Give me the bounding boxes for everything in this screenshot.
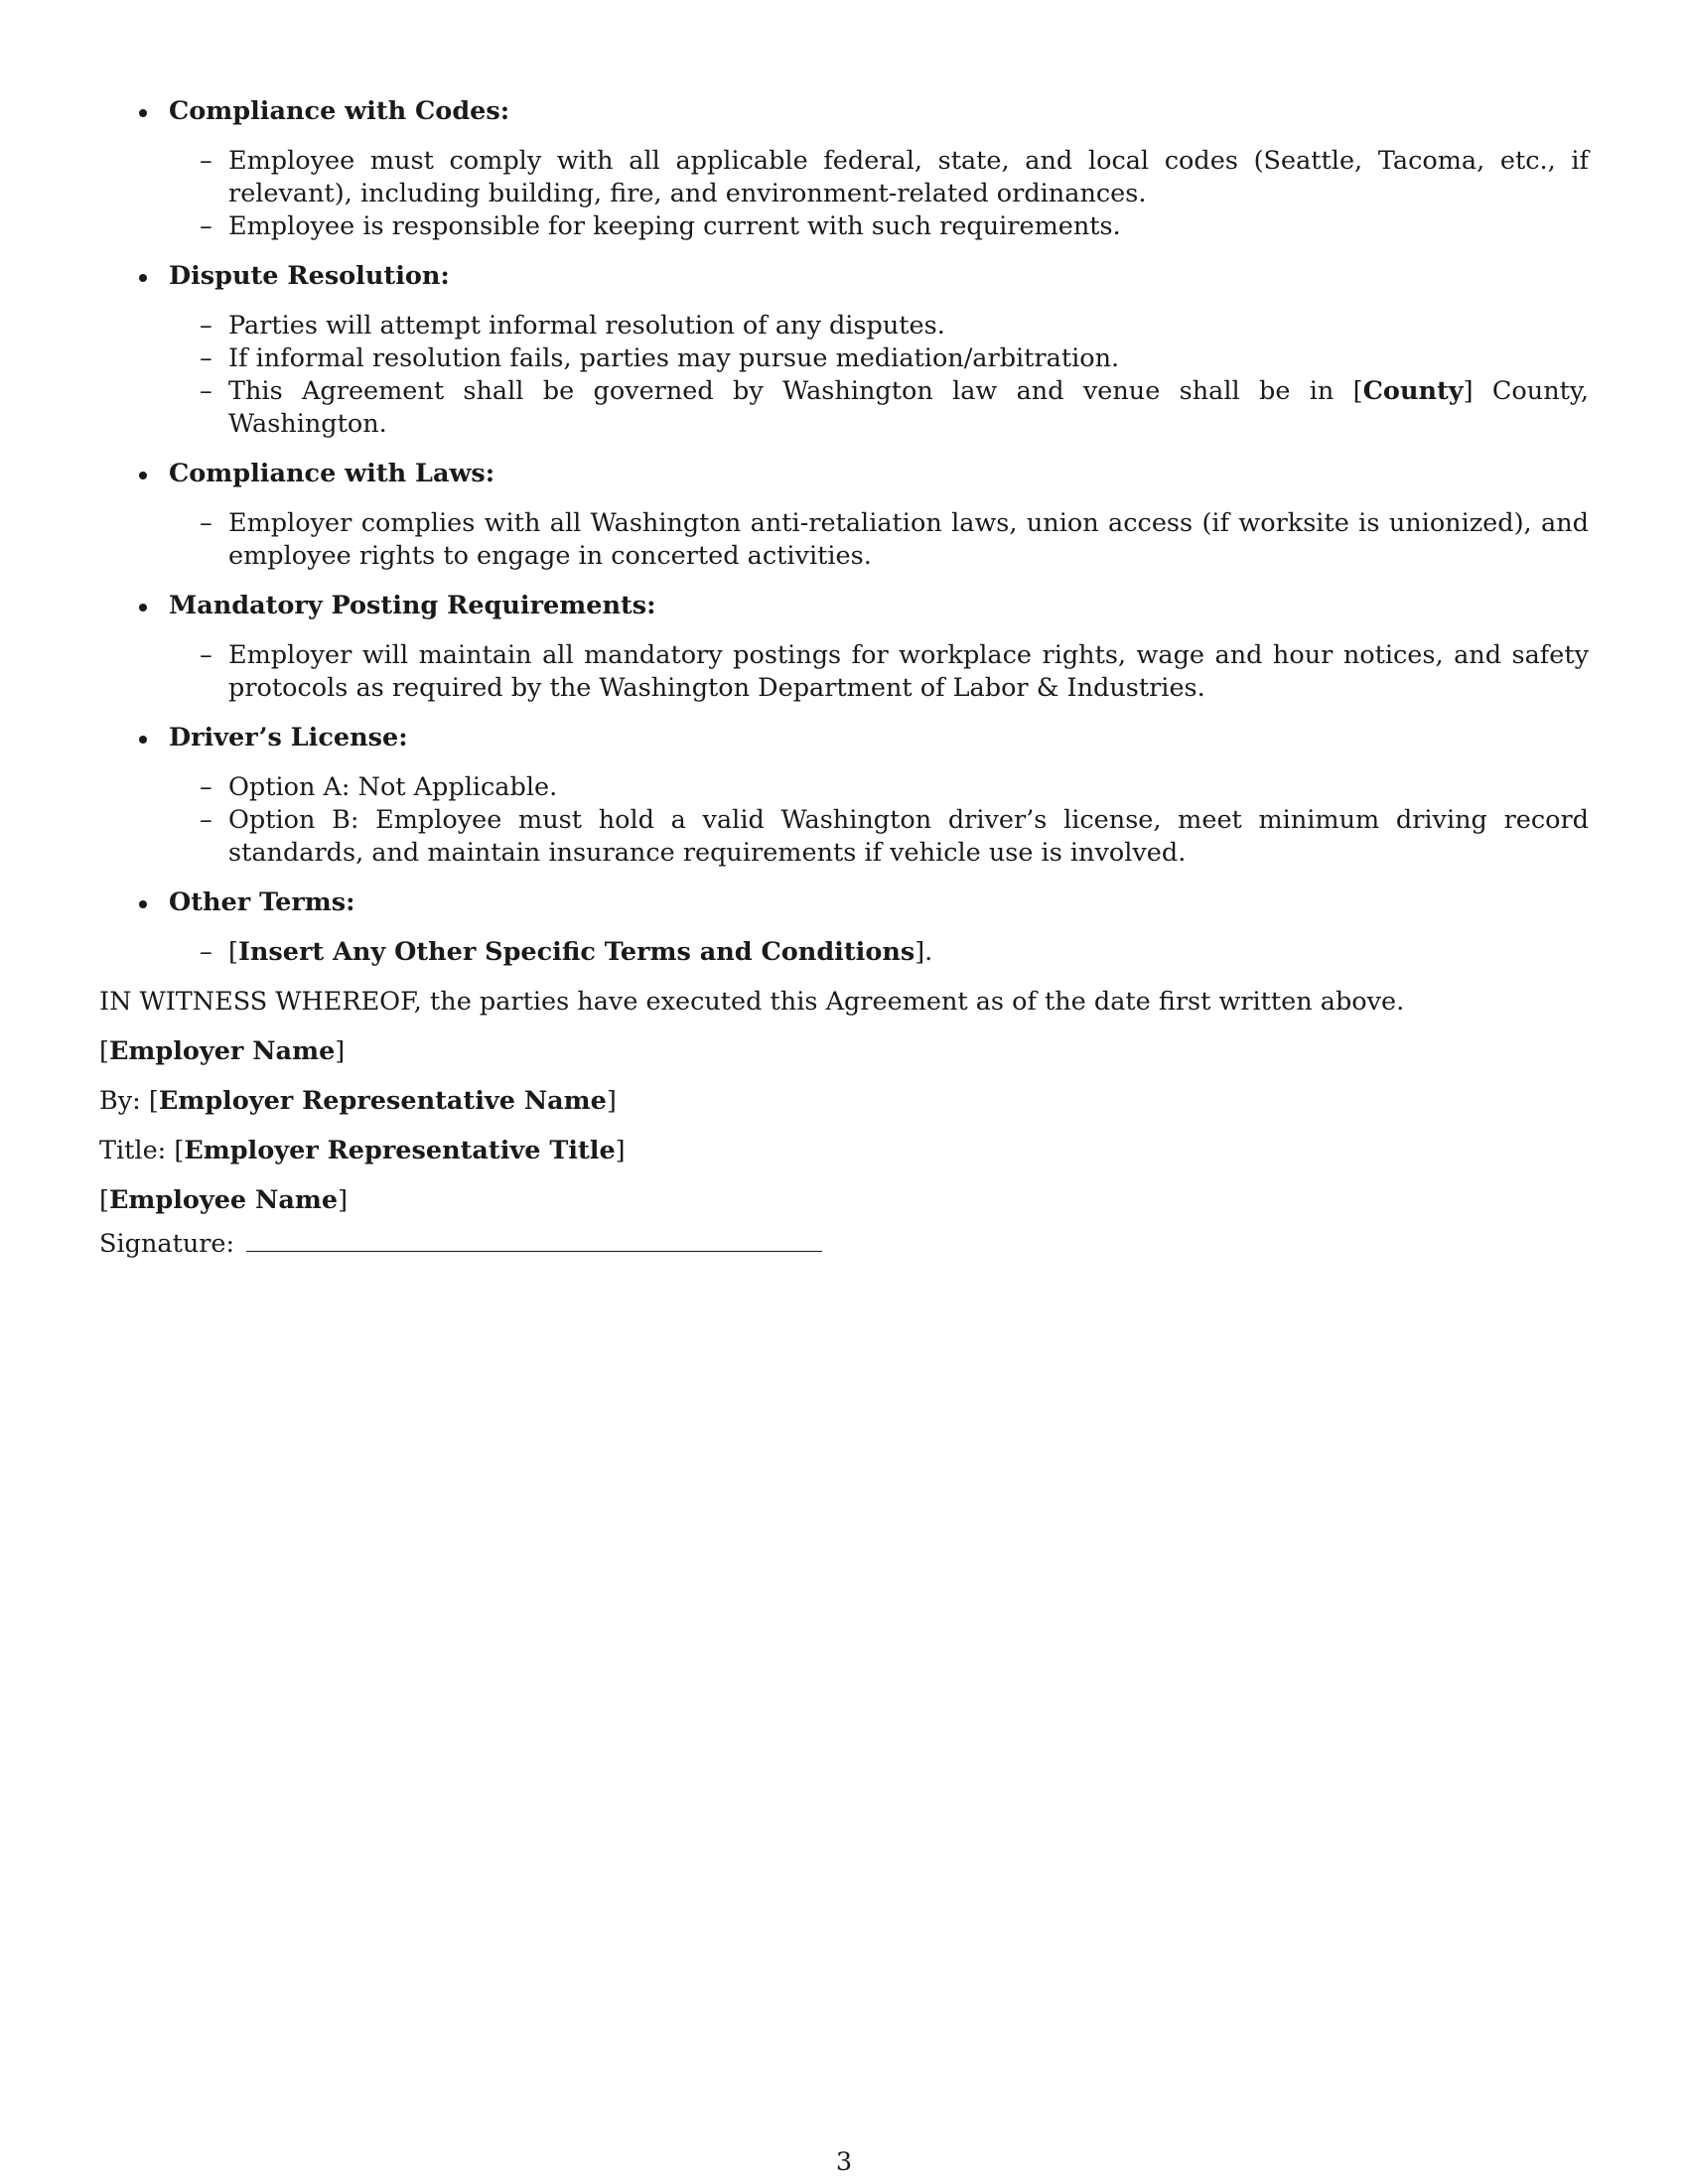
section xyxy=(99,260,1589,441)
dash-icon: – xyxy=(200,805,212,835)
item-text: Employee must comply with all applicable federal, state, and local codes (Seattle, Tacoma, etc., if relevant), including building, fire, and environment-related ordinances. xyxy=(228,146,1589,208)
section-title: Compliance with Laws: xyxy=(169,459,495,488)
employer-name: Employer Name xyxy=(108,1036,336,1066)
page-number: 3 xyxy=(835,2147,853,2177)
item-text: Option A: Not Applicable. xyxy=(228,772,558,802)
section-title: Compliance with Codes: xyxy=(169,96,510,126)
bullet-icon xyxy=(139,900,147,908)
section-items xyxy=(169,771,1589,870)
bullet-icon xyxy=(139,472,147,479)
section-title: Dispute Resolution: xyxy=(169,261,450,291)
dash-icon: – xyxy=(200,508,212,538)
section-items xyxy=(169,936,1589,969)
employee-name: Employee Name xyxy=(108,1185,339,1215)
list-item xyxy=(169,804,1589,870)
item-text: ] County, Washington. xyxy=(228,376,1589,439)
item-text: [ xyxy=(228,937,238,967)
section xyxy=(99,458,1589,573)
section xyxy=(99,887,1589,969)
section-title: Mandatory Posting Requirements: xyxy=(169,591,656,620)
dash-icon: – xyxy=(200,311,212,341)
section xyxy=(99,95,1589,243)
employer-by-line: By: [Employer Representative Name] xyxy=(99,1086,617,1116)
dash-icon: – xyxy=(200,640,212,670)
dash-icon: – xyxy=(200,937,212,967)
list-item xyxy=(169,375,1589,441)
signature-line xyxy=(99,1225,1589,1261)
dash-icon: – xyxy=(200,343,212,373)
witness-statement xyxy=(99,986,1589,1019)
employer-name-line: [Employer Name] xyxy=(99,1036,346,1066)
list-item xyxy=(169,507,1589,573)
placeholder-text: Insert Any Other Specific Terms and Conditions xyxy=(237,937,915,967)
bullet-icon xyxy=(139,736,147,744)
section xyxy=(99,590,1589,705)
dash-icon: – xyxy=(200,376,212,406)
section-title: Other Terms: xyxy=(169,887,355,917)
item-text: Parties will attempt informal resolution of any disputes. xyxy=(228,311,945,341)
section xyxy=(99,722,1589,870)
section-list xyxy=(99,95,1589,969)
employer-representative-name: Employer Representative Name xyxy=(158,1086,607,1116)
section-items xyxy=(169,507,1589,573)
item-text: Employer complies with all Washington anti-retaliation laws, union access (if worksite is unionized), and employee rights to engage in concerted activities. xyxy=(228,508,1589,571)
bullet-icon xyxy=(139,604,147,612)
section-items xyxy=(169,310,1589,441)
item-text: ]. xyxy=(914,937,933,967)
item-text: Option B: Employee must hold a valid Washington driver’s license, meet minimum driving record standards, and maintain insurance requirements if vehicle use is involved. xyxy=(228,805,1589,868)
witness-text: IN WITNESS WHEREOF, the parties have executed this Agreement as of the date first written above. xyxy=(99,987,1405,1017)
list-item xyxy=(169,210,1589,243)
list-item xyxy=(169,639,1589,705)
placeholder-text: County xyxy=(1362,376,1464,406)
signature-blank[interactable] xyxy=(246,1225,822,1252)
signature-label: Signature: xyxy=(99,1229,235,1259)
by-label: By: xyxy=(99,1086,141,1116)
item-text: Employee is responsible for keeping current with such requirements. xyxy=(228,211,1121,241)
document-page xyxy=(99,95,1589,1278)
section-items xyxy=(169,639,1589,705)
list-item xyxy=(169,310,1589,342)
list-item xyxy=(169,145,1589,210)
list-item xyxy=(169,771,1589,804)
section-items xyxy=(169,145,1589,243)
bullet-icon xyxy=(139,109,147,117)
item-text: If informal resolution fails, parties may pursue mediation/arbitration. xyxy=(228,343,1120,373)
list-item xyxy=(169,342,1589,375)
dash-icon: – xyxy=(200,772,212,802)
dash-icon: – xyxy=(200,211,212,241)
item-text: Employer will maintain all mandatory postings for workplace rights, wage and hour notices, and safety protocols as required by the Washington Department of Labor & Industries. xyxy=(228,640,1589,703)
employer-representative-title: Employer Representative Title xyxy=(184,1136,616,1165)
item-text: This Agreement shall be governed by Washington law and venue shall be in [ xyxy=(228,376,1363,406)
employer-title-line: Title: [Employer Representative Title] xyxy=(99,1136,626,1165)
employee-name-line: [Employee Name] xyxy=(99,1185,349,1215)
title-label: Title: xyxy=(99,1136,167,1165)
list-item xyxy=(169,936,1589,969)
dash-icon: – xyxy=(200,146,212,176)
bullet-icon xyxy=(139,274,147,282)
section-title: Driver’s License: xyxy=(169,723,408,752)
